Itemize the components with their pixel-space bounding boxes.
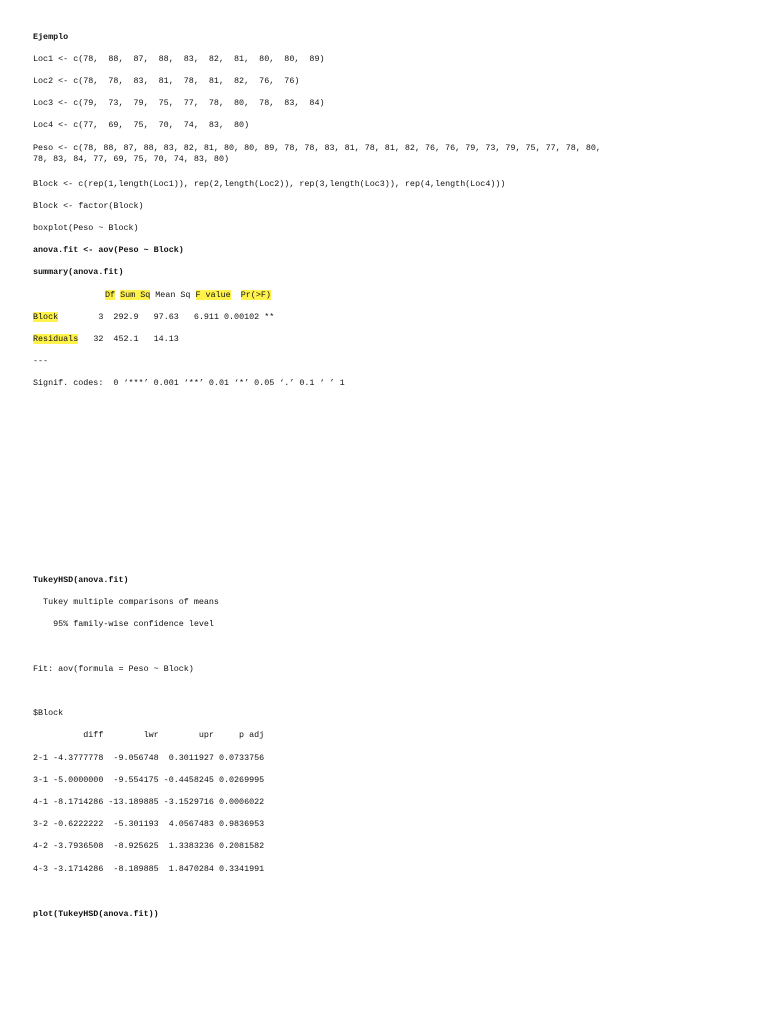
anova-row-block (33, 312, 274, 323)
anova-row-name: Block (33, 312, 59, 322)
code-line-peso-1: Peso <- c(78, 88, 87, 88, 83, 82, 81, 80, 80, 89, 78, 78, 83, 81, 78, 81, 82, 76, 76, 79, 73, 79, 75, 77, 78, 80, (33, 143, 601, 153)
anova-header-row (33, 290, 271, 301)
code-line-loc1: Loc1 <- c(78, 88, 87, 88, 83, 82, 81, 80, 80, 89) (33, 54, 325, 64)
tukey-call: TukeyHSD(anova.fit) (33, 575, 129, 585)
code-line-block-factor: Block <- factor(Block) (33, 201, 144, 211)
anova-row-residuals (33, 334, 179, 345)
tukey-row: 4-1 -8.1714286 -13.189885 -3.1529716 0.0006022 (33, 797, 265, 807)
tukey-fit: Fit: aov(formula = Peso ~ Block) (33, 664, 194, 674)
code-line-boxplot: boxplot(Peso ~ Block) (33, 223, 139, 233)
tukey-row: 2-1 -4.3777778 -9.056748 0.3011927 0.0733756 (33, 753, 265, 763)
tukey-row: 4-2 -3.7936508 -8.925625 1.3383236 0.2081582 (33, 841, 265, 851)
anova-header-pr: Pr(>F) (240, 290, 271, 300)
signif-codes: Signif. codes: 0 ‘***’ 0.001 ‘**’ 0.01 ‘*’ 0.05 ‘.’ 0.1 ‘ ’ 1 (33, 378, 345, 388)
tukey-title: Tukey multiple comparisons of means (33, 597, 219, 607)
code-line-loc4: Loc4 <- c(77, 69, 75, 70, 74, 83, 80) (33, 120, 250, 130)
code-line-summary: summary(anova.fit) (33, 267, 124, 277)
anova-row-values: 32 452.1 14.13 (93, 334, 179, 344)
tukey-row: 4-3 -3.1714286 -8.189885 1.8470284 0.3341991 (33, 864, 265, 874)
tukey-row: 3-2 -0.6222222 -5.301193 4.0567483 0.9836953 (33, 819, 265, 829)
anova-header-sumsq: Sum Sq (120, 290, 151, 300)
tukey-block-label: $Block (33, 708, 64, 718)
anova-header-meansq: Mean Sq (155, 290, 191, 300)
code-line-loc2: Loc2 <- c(78, 78, 83, 81, 78, 81, 82, 76, 76) (33, 76, 300, 86)
tukey-row: 3-1 -5.0000000 -9.554175 -0.4458245 0.0269995 (33, 775, 265, 785)
anova-row-name: Residuals (33, 334, 79, 344)
section-title-ejemplo: Ejemplo (33, 32, 69, 42)
code-line-loc3: Loc3 <- c(79, 73, 79, 75, 77, 78, 80, 78, 83, 84) (33, 98, 325, 108)
anova-separator: --- (33, 356, 49, 366)
tukey-confidence-level: 95% family-wise confidence level (33, 619, 214, 629)
anova-header-df: Df (105, 290, 116, 300)
code-line-peso-2: 78, 83, 84, 77, 69, 75, 70, 74, 83, 80) (33, 154, 230, 164)
code-line-aov: anova.fit <- aov(Peso ~ Block) (33, 245, 184, 255)
tukey-header-row: diff lwr upr p adj (33, 730, 265, 740)
plot-call: plot(TukeyHSD(anova.fit)) (33, 909, 159, 919)
anova-header-fvalue: F value (195, 290, 231, 300)
anova-row-values: 3 292.9 97.63 6.911 0.00102 ** (98, 312, 275, 322)
code-line-block-def: Block <- c(rep(1,length(Loc1)), rep(2,length(Loc2)), rep(3,length(Loc3)), rep(4,length(Loc4))) (33, 179, 506, 189)
